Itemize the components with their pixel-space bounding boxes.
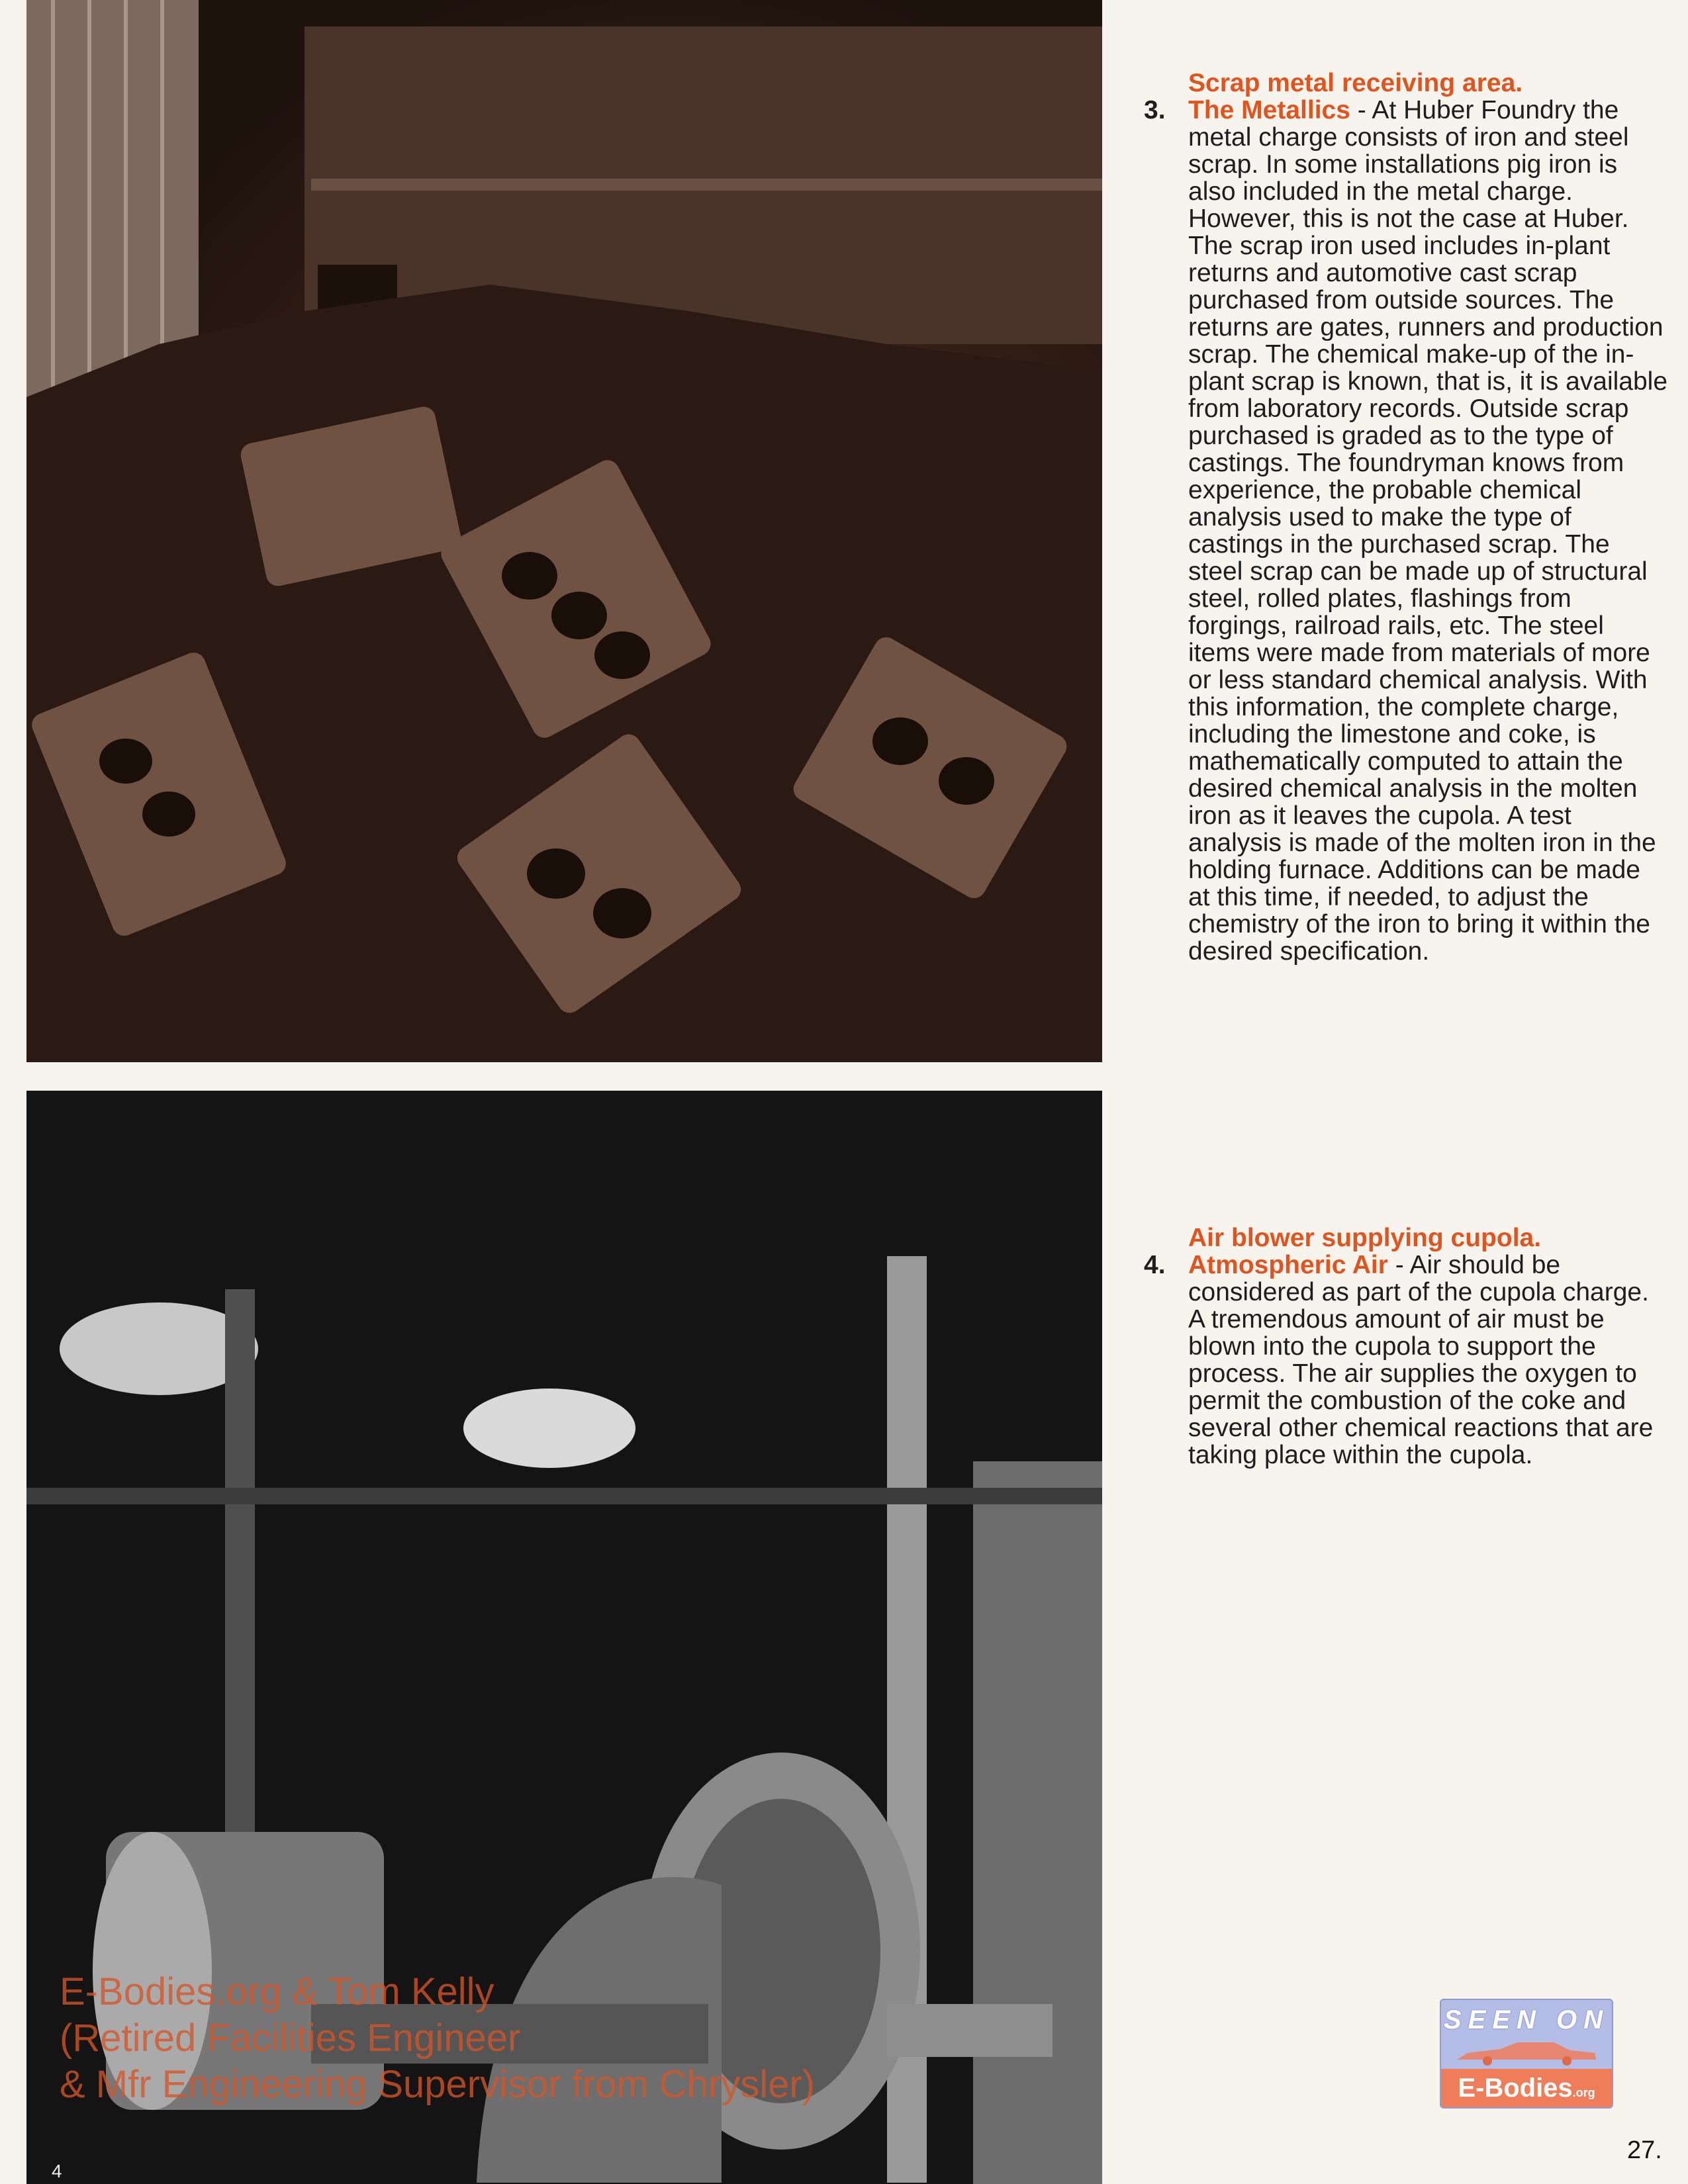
- watermark-line-1: E-Bodies.org & Tom Kelly: [60, 1970, 494, 2013]
- watermark: [60, 1969, 1019, 2108]
- watermark-line-2: (Retired Facilities Engineer: [60, 2017, 521, 2060]
- scrap-metal-illustration: [26, 0, 1102, 1062]
- item-metallics: [1139, 97, 1668, 965]
- badge-seen-on-text: SEEN ON: [1443, 2005, 1610, 2034]
- caption-air-blower: Air blower supplying cupola.: [1188, 1224, 1542, 1252]
- scrap-metal-photo: [26, 0, 1102, 1062]
- item-number: 3.: [1144, 96, 1166, 124]
- section-atmospheric-air: [1139, 1224, 1668, 1469]
- seen-on-ebodies-badge: [1440, 1999, 1613, 2109]
- item-number: 4.: [1144, 1251, 1166, 1279]
- item-heading: The Metallics: [1188, 96, 1350, 124]
- item-body: - At Huber Foundry the metal charge consists of iron and steel scrap. In some installations pig iron is also included in the metal charge. However, this is not the case at Huber. The scrap iron used includes in-plant returns and automotive cast scrap purchased from outside sources. The returns are gates, runners and production scrap. The chemical make-up of the in-plant scrap is known, that is, it is available from laboratory records. Outside scrap purchased is graded as to the type of castings. The foundryman knows from experience, the probable chemical analysis used to make the type of castings in the purchased scrap. The steel scrap can be made up of structural steel, rolled plates, flashings from forgings, railroad rails, etc. The steel items were made from materials of more or less standard chemical analysis. With this information, the complete charge, including the limestone and coke, is mathematically computed to attain the desired chemical analysis in the molten iron as it leaves the cupola. A test analysis is made of the molten iron in the holding furnace. Additions can be made at this time, if needed, to adjust the chemistry of the iron to bring it within the desired specification.: [1188, 96, 1668, 966]
- item-heading: Atmospheric Air: [1188, 1251, 1388, 1279]
- item-body: - Air should be considered as part of the cupola charge. A tremendous amount of air must be blown into the cupola to support the process. The air supplies the oxygen to permit the combustion of the coke and several other chemical reactions that are taking place within the cupola.: [1188, 1251, 1654, 1469]
- badge-ebodies: [1441, 2069, 1612, 2107]
- page-number-right: 27.: [1627, 2136, 1662, 2164]
- badge-org-text: .org: [1572, 2086, 1595, 2099]
- section-metallics: [1139, 69, 1668, 965]
- caption-scrap-metal: Scrap metal receiving area.: [1188, 69, 1523, 97]
- badge-ebodies-text: E-Bodies: [1458, 2073, 1573, 2103]
- watermark-line-3: & Mfr Engineering Supervisor from Chrysler): [60, 2063, 816, 2106]
- item-atmospheric-air: [1139, 1251, 1668, 1469]
- car-silhouette-icon: [1454, 2040, 1599, 2066]
- page-number-left: 4: [52, 2161, 62, 2181]
